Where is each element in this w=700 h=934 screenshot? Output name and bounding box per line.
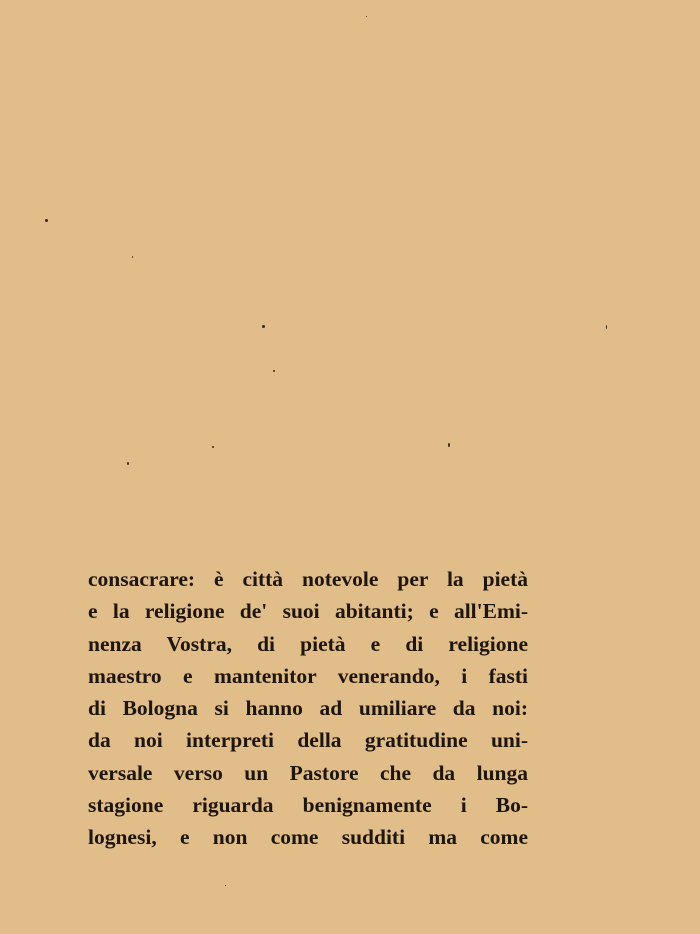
text-line: e la religione de' suoi abitanti; e all'Emi- (88, 599, 528, 624)
paper-speck (225, 885, 226, 886)
text-line: versale verso un Pastore che da lunga (88, 760, 528, 785)
body-text (88, 563, 528, 854)
paper-speck (127, 462, 129, 465)
text-line: consacrare: è città notevole per la pietà (88, 567, 528, 591)
text-line: lognesi, e non come sudditi ma come (88, 825, 528, 850)
paper-speck (273, 370, 275, 372)
paper-speck (132, 256, 133, 258)
paper-speck (606, 325, 607, 329)
paper-speck (448, 443, 450, 447)
text-line: nenza Vostra, di pietà e di religione (88, 631, 528, 656)
paper-speck (45, 219, 48, 222)
text-line: stagione riguarda benignamente i Bo- (88, 793, 528, 818)
paper-speck (212, 446, 214, 448)
text-line: maestro e mantenitor venerando, i fasti (88, 663, 528, 688)
text-line: di Bologna si hanno ad umiliare da noi: (88, 696, 528, 721)
paper-speck (366, 16, 367, 17)
paper-speck (262, 325, 265, 328)
text-line: da noi interpreti della gratitudine uni- (88, 728, 528, 753)
